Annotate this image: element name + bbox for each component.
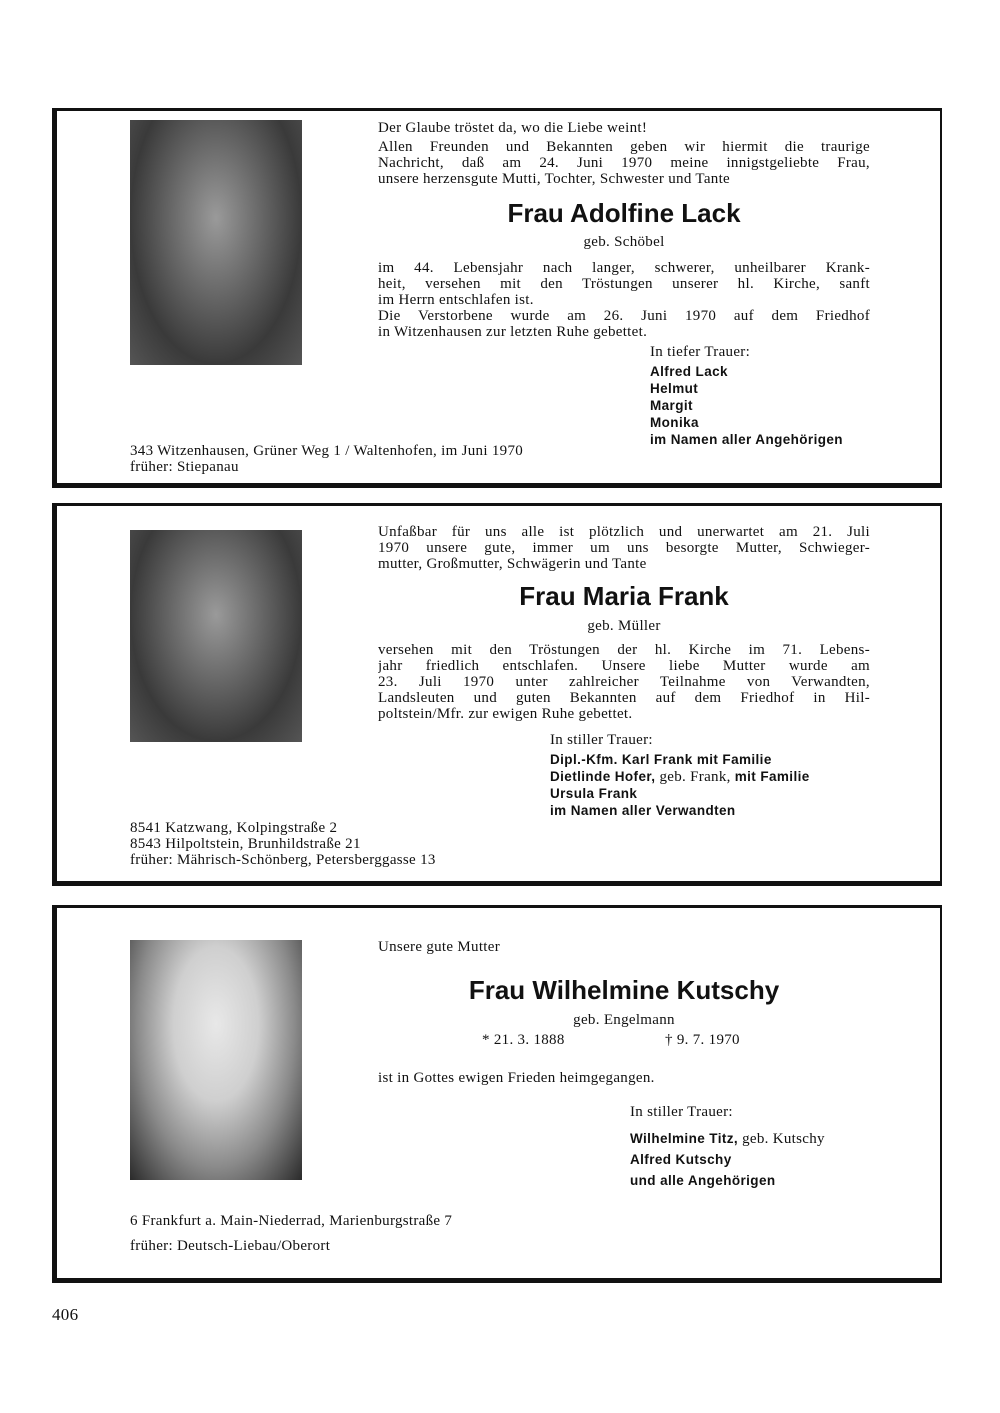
text-line: im Herrn entschlafen ist. [378, 292, 534, 308]
birth-name: geb. Engelmann [573, 1012, 675, 1028]
text-line: Nachricht, daß am 24. Juni 1970 meine innigstgeliebte Frau, [378, 155, 870, 171]
address-line: früher: Deutsch-Liebau/Oberort [130, 1238, 331, 1254]
mourning-label: In stiller Trauer: [630, 1104, 733, 1120]
deceased-name: Frau Wilhelmine Kutschy [468, 975, 780, 1005]
mourner-line [650, 432, 843, 449]
mourners-list [650, 364, 843, 449]
text-line: Unfaßbar für uns alle ist plötzlich und unerwartet am 21. Juli [378, 524, 870, 540]
body-text [378, 642, 870, 722]
text-line: im 44. Lebensjahr nach langer, schwerer, unheilbarer Krank- [378, 260, 870, 276]
mourner-text: mit Familie [734, 769, 810, 784]
mourner-text: Helmut [650, 381, 699, 396]
mourner-line [650, 415, 843, 432]
deceased-name: Frau Adolfine Lack [507, 198, 741, 228]
mourner-line [650, 398, 843, 415]
text-line: poltstein/Mfr. zur ewigen Ruhe gebettet. [378, 706, 633, 722]
mourner-line [630, 1170, 825, 1191]
mourners-list [550, 752, 810, 820]
mourner-text: Wilhelmine Titz, [630, 1131, 739, 1146]
address-block [130, 443, 523, 475]
text-line: 23. Juli 1970 unter zahlreicher Teilnahme von Verwandten, [378, 674, 870, 690]
address-block [130, 820, 436, 868]
text-line: in Witzenhausen zur letzten Ruhe gebettet. [378, 324, 648, 340]
address-line: 343 Witzenhausen, Grüner Weg 1 / Waltenhofen, im Juni 1970 [130, 443, 524, 459]
mourner-line [630, 1149, 825, 1170]
mourner-line [650, 364, 843, 381]
mourner-line [550, 769, 810, 786]
address-line: 8541 Katzwang, Kolpingstraße 2 [130, 820, 338, 836]
birth-name: geb. Müller [587, 618, 661, 634]
mourner-line [550, 803, 810, 820]
address-block [130, 1209, 452, 1259]
mourner-text: im Namen aller Verwandten [550, 803, 736, 818]
text-line: Landsleuten und guten Bekannten auf dem Friedhof in Hil- [378, 690, 870, 706]
text-line: jahr friedlich entschlafen. Unsere liebe Mutter wurde am [378, 658, 870, 674]
mourner-text: Dipl.-Kfm. Karl Frank mit Familie [550, 752, 772, 767]
mourners-list [630, 1128, 825, 1191]
mourner-text: geb. Kutschy [738, 1131, 825, 1147]
mourner-line [550, 786, 810, 803]
text-line: Allen Freunden und Bekannten geben wir hiermit die traurige [378, 139, 870, 155]
mourner-text: Alfred Kutschy [630, 1152, 732, 1167]
mourner-text: Dietlinde Hofer, [550, 769, 656, 784]
intro-text [378, 524, 870, 572]
birth-name: geb. Schöbel [583, 234, 665, 250]
mourner-line [550, 752, 810, 769]
text-line: 1970 unsere gute, immer um uns besorgte Mutter, Schwieger- [378, 540, 870, 556]
intro-text [378, 120, 870, 187]
mourner-text: Monika [650, 415, 699, 430]
page-number: 406 [52, 1305, 79, 1324]
death-date: † 9. 7. 1970 [665, 1032, 740, 1048]
mourner-text: und alle Angehörigen [630, 1173, 776, 1188]
portrait-photo-maria-frank [130, 530, 302, 742]
mourner-text: Ursula Frank [550, 786, 638, 801]
mourner-text: geb. Frank, [655, 769, 735, 785]
mourner-text: Margit [650, 398, 693, 413]
mourning-label: In stiller Trauer: [550, 732, 653, 748]
text-line: Der Glaube tröstet da, wo die Liebe weint! [378, 120, 648, 136]
intro-text: Unsere gute Mutter [378, 939, 501, 955]
mourner-line [650, 381, 843, 398]
mourner-text: im Namen aller Angehörigen [650, 432, 843, 447]
birth-date: * 21. 3. 1888 [482, 1032, 565, 1048]
body-text: ist in Gottes ewigen Frieden heimgegangen. [378, 1070, 655, 1086]
text-line: mutter, Großmutter, Schwägerin und Tante [378, 556, 647, 572]
text-line: versehen mit den Tröstungen der hl. Kirche im 71. Lebens- [378, 642, 870, 658]
body-text [378, 260, 870, 340]
address-line: 6 Frankfurt a. Main-Niederrad, Marienburgstraße 7 [130, 1213, 453, 1229]
address-line: 8543 Hilpoltstein, Brunhildstraße 21 [130, 836, 361, 852]
address-line: früher: Mährisch-Schönberg, Petersberggasse 13 [130, 852, 436, 868]
text-line: Die Verstorbene wurde am 26. Juni 1970 auf dem Friedhof [378, 308, 870, 324]
portrait-photo-adolfine-lack [130, 120, 302, 365]
mourner-text: Alfred Lack [650, 364, 728, 379]
address-line: früher: Stiepanau [130, 459, 239, 475]
mourning-label: In tiefer Trauer: [650, 344, 751, 360]
mourner-line [630, 1128, 825, 1149]
deceased-name: Frau Maria Frank [519, 581, 729, 611]
text-line: unsere herzensgute Mutti, Tochter, Schwester und Tante [378, 171, 731, 187]
portrait-photo-wilhelmine-kutschy [130, 940, 302, 1180]
text-line: heit, versehen mit den Tröstungen unserer hl. Kirche, sanft [378, 276, 870, 292]
